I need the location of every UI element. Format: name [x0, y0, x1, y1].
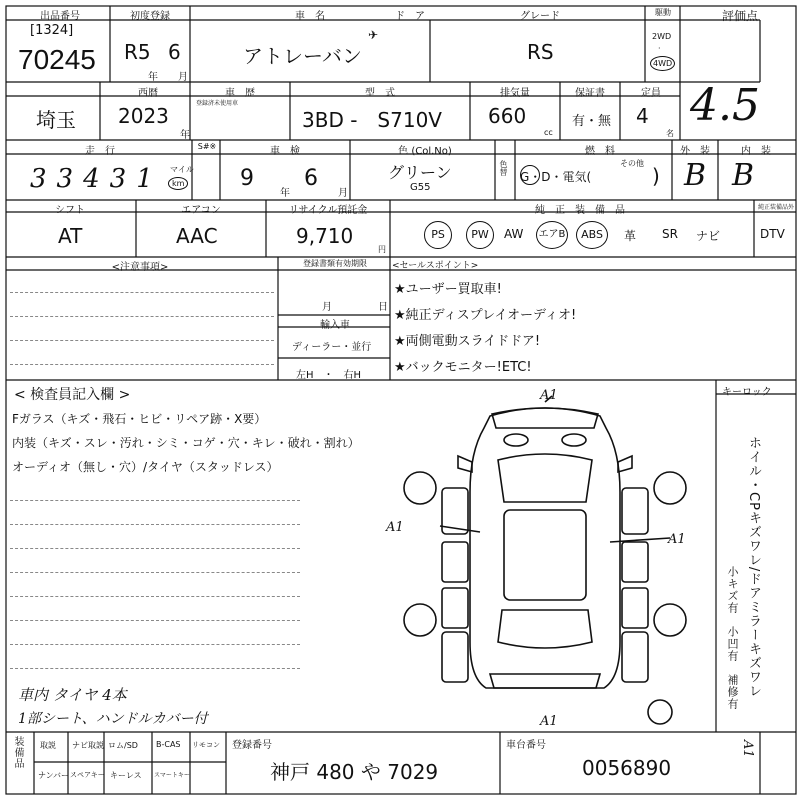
sales-point-2: ★純正ディスプレイオーディオ! — [394, 308, 577, 323]
model-code: 3BD - S710V — [302, 108, 442, 132]
footer-remote: リモコン — [192, 741, 220, 749]
exterior-grade: B — [684, 158, 707, 193]
import-label: 輸入車 — [320, 320, 350, 331]
equip-abs: ABS — [576, 221, 608, 249]
header-score: 評価点 — [721, 9, 758, 23]
header-recycle: リサイクル預託金 — [288, 205, 368, 216]
door-mark: ✈ — [368, 28, 379, 42]
drive-dot: · — [658, 44, 661, 53]
year-nen: 年 — [180, 130, 190, 141]
header-aircon: エアコン — [181, 205, 221, 216]
import-value: ディーラー・並行 — [292, 342, 372, 353]
footer-smart-key: スマートキー — [154, 772, 190, 779]
grade: RS — [527, 40, 554, 64]
header-interior: 内 装 — [741, 146, 771, 157]
header-drive: 駆動 — [655, 8, 671, 17]
mileage-digits — [30, 164, 163, 194]
recycle-fee: 9,710 — [296, 224, 354, 248]
color-change: 色替 — [499, 160, 508, 176]
header-reg-expiry: 登録書類有効期限 — [303, 259, 367, 268]
header-door: ド ア — [395, 11, 425, 22]
header-inspector: < 検査員記入欄 > — [14, 387, 131, 403]
drive-4wd: 4WD — [650, 56, 675, 71]
equip-sr: SR — [662, 227, 678, 241]
header-sales-point: <セールスポイント> — [392, 261, 479, 271]
side-wheel-mirror-text: ホイル・CPキズワレ/ドアミラーキズワレ — [746, 436, 761, 699]
footer-navi-manual: ナビ取説 — [72, 741, 104, 750]
shaken-month: 6 — [304, 166, 318, 191]
shift: AT — [58, 224, 83, 248]
header-fuel: 燃 料 — [585, 146, 615, 157]
km-label: km — [168, 177, 188, 190]
shaken-year: 9 — [240, 166, 254, 191]
mark-a1-side: A1 — [740, 740, 755, 758]
plate-label: 登録番号 — [232, 740, 272, 751]
interior-grade: B — [732, 158, 755, 193]
header-exterior: 外 装 — [680, 146, 710, 157]
handle-side: 左H ・ 右H — [296, 370, 362, 381]
header-car-name: 車 名 — [295, 11, 325, 22]
equip-pw: PW — [466, 221, 494, 249]
fuel-other: その他 — [620, 159, 644, 168]
header-caution: <注意事項> — [111, 262, 169, 273]
mark-a1-rear: A1 — [540, 714, 558, 729]
aircon: AAC — [176, 224, 218, 248]
header-reg: 車 歴 — [225, 88, 255, 99]
header-first-reg: 初度登録 — [130, 11, 170, 22]
footer-number: ナンバー — [38, 771, 70, 780]
header-mileage: 走 行 — [85, 146, 115, 157]
header-odo: S#※ — [197, 142, 217, 151]
header-grade: グレード — [520, 11, 560, 22]
frame-number: 0056890 — [582, 756, 672, 780]
mileage-digit-5: 1 — [136, 164, 163, 194]
side-small-text: 小キズ有 小凹有 補修有 — [726, 566, 739, 710]
footer-spare-key: スペアキー — [70, 771, 105, 779]
tsuki-label: 月 — [178, 72, 188, 83]
reg-day-label: 日 — [378, 302, 388, 313]
cc-label: cc — [544, 128, 553, 137]
header-year: 西暦 — [138, 88, 158, 99]
hand-note-2: 1部シート、ハンドルカバー付 — [18, 711, 208, 727]
capacity-unit: 名 — [666, 129, 674, 138]
equip-aw: AW — [504, 227, 524, 241]
car-name: アトレーバン — [243, 44, 362, 68]
footer-bcas: B-CAS — [156, 740, 181, 749]
mileage-digit-2: 3 — [56, 164, 84, 194]
header-key-lock: キーロック — [722, 387, 772, 398]
header-color: 色 (Col.No) — [398, 146, 452, 157]
year: 2023 — [118, 104, 169, 128]
equip-ps: PS — [424, 221, 452, 249]
sales-point-4: ★バックモニター!ETC! — [394, 360, 532, 375]
header-lot-no: 出品番号 — [40, 11, 80, 22]
footer-manual: 取説 — [40, 741, 56, 750]
region: 埼玉 — [36, 108, 76, 132]
warranty: 有・無 — [572, 114, 612, 129]
footer-keyless: キーレス — [110, 771, 142, 780]
reg-note: 登録済未使用車 — [196, 100, 239, 107]
equip-dtv: DTV — [760, 227, 785, 241]
footer-rom-sd: ロム/SD — [108, 741, 138, 750]
drive-2wd: 2WD — [652, 32, 672, 41]
note-interior: 内装（キズ・スレ・汚れ・シミ・コゲ・穴・キレ・破れ・割れ） — [12, 436, 360, 450]
equip-airbag: エアB — [536, 221, 568, 249]
mileage-digit-4: 3 — [109, 164, 137, 194]
color-name: グリーン — [388, 163, 452, 182]
mileage-digit-1: 3 — [30, 164, 57, 194]
header-warranty: 保証書 — [575, 88, 605, 99]
mark-a1-right: A1 — [668, 532, 686, 547]
mark-a1-front: A1 — [540, 388, 558, 403]
mileage-digit-3: 4 — [83, 164, 110, 194]
car-damage-diagram — [380, 392, 710, 728]
sales-point-3: ★両側電動スライドドア! — [394, 334, 541, 349]
score-value: 4.5 — [690, 80, 760, 131]
note-audio-tire: オーディオ（無し・穴）/タイヤ（スタッドレス） — [12, 460, 279, 474]
shaken-nen: 年 — [280, 188, 290, 199]
lot-number: 70245 — [18, 44, 96, 75]
header-capacity: 定員 — [641, 88, 661, 99]
mile-label: マイル — [170, 165, 194, 174]
lot-sub: [1324] — [30, 23, 74, 38]
footer-side-label: 装備品 — [12, 736, 23, 769]
first-reg-month: 6 — [168, 40, 181, 64]
frame-label: 車台番号 — [506, 740, 546, 751]
first-reg-era: R5 — [124, 40, 151, 64]
header-genuine-extra: 純正装備品外 — [757, 204, 794, 211]
sales-point-1: ★ユーザー買取車! — [394, 282, 502, 297]
fuel-close: ) — [652, 164, 660, 188]
equip-leather: 革 — [624, 229, 637, 243]
fuel-gas-circle — [520, 165, 540, 185]
hand-note-1: 車内 タイヤ 4本 — [18, 686, 127, 704]
nen-label: 年 — [148, 72, 158, 83]
plate-number: 神戸 480 や 7029 — [270, 760, 439, 784]
displacement: 660 — [488, 104, 527, 128]
header-shaken: 車 検 — [270, 146, 300, 157]
note-fglass: Fガラス（キズ・飛石・ヒビ・リペア跡・X要） — [12, 412, 267, 426]
mark-a1-left: A1 — [386, 520, 404, 535]
reg-month-label: 月 — [322, 302, 332, 313]
yen-label: 円 — [378, 245, 386, 254]
capacity: 4 — [636, 104, 649, 128]
header-model: 型 式 — [365, 88, 395, 99]
equip-navi: ナビ — [696, 229, 721, 243]
header-displacement: 排気量 — [500, 88, 530, 99]
fuel-options: G・D・電気( — [520, 170, 592, 184]
color-code: G55 — [410, 182, 431, 193]
header-shift: シフト — [55, 205, 85, 216]
shaken-tsuki: 月 — [338, 188, 348, 199]
header-genuine: 純 正 装 備 品 — [535, 205, 625, 216]
